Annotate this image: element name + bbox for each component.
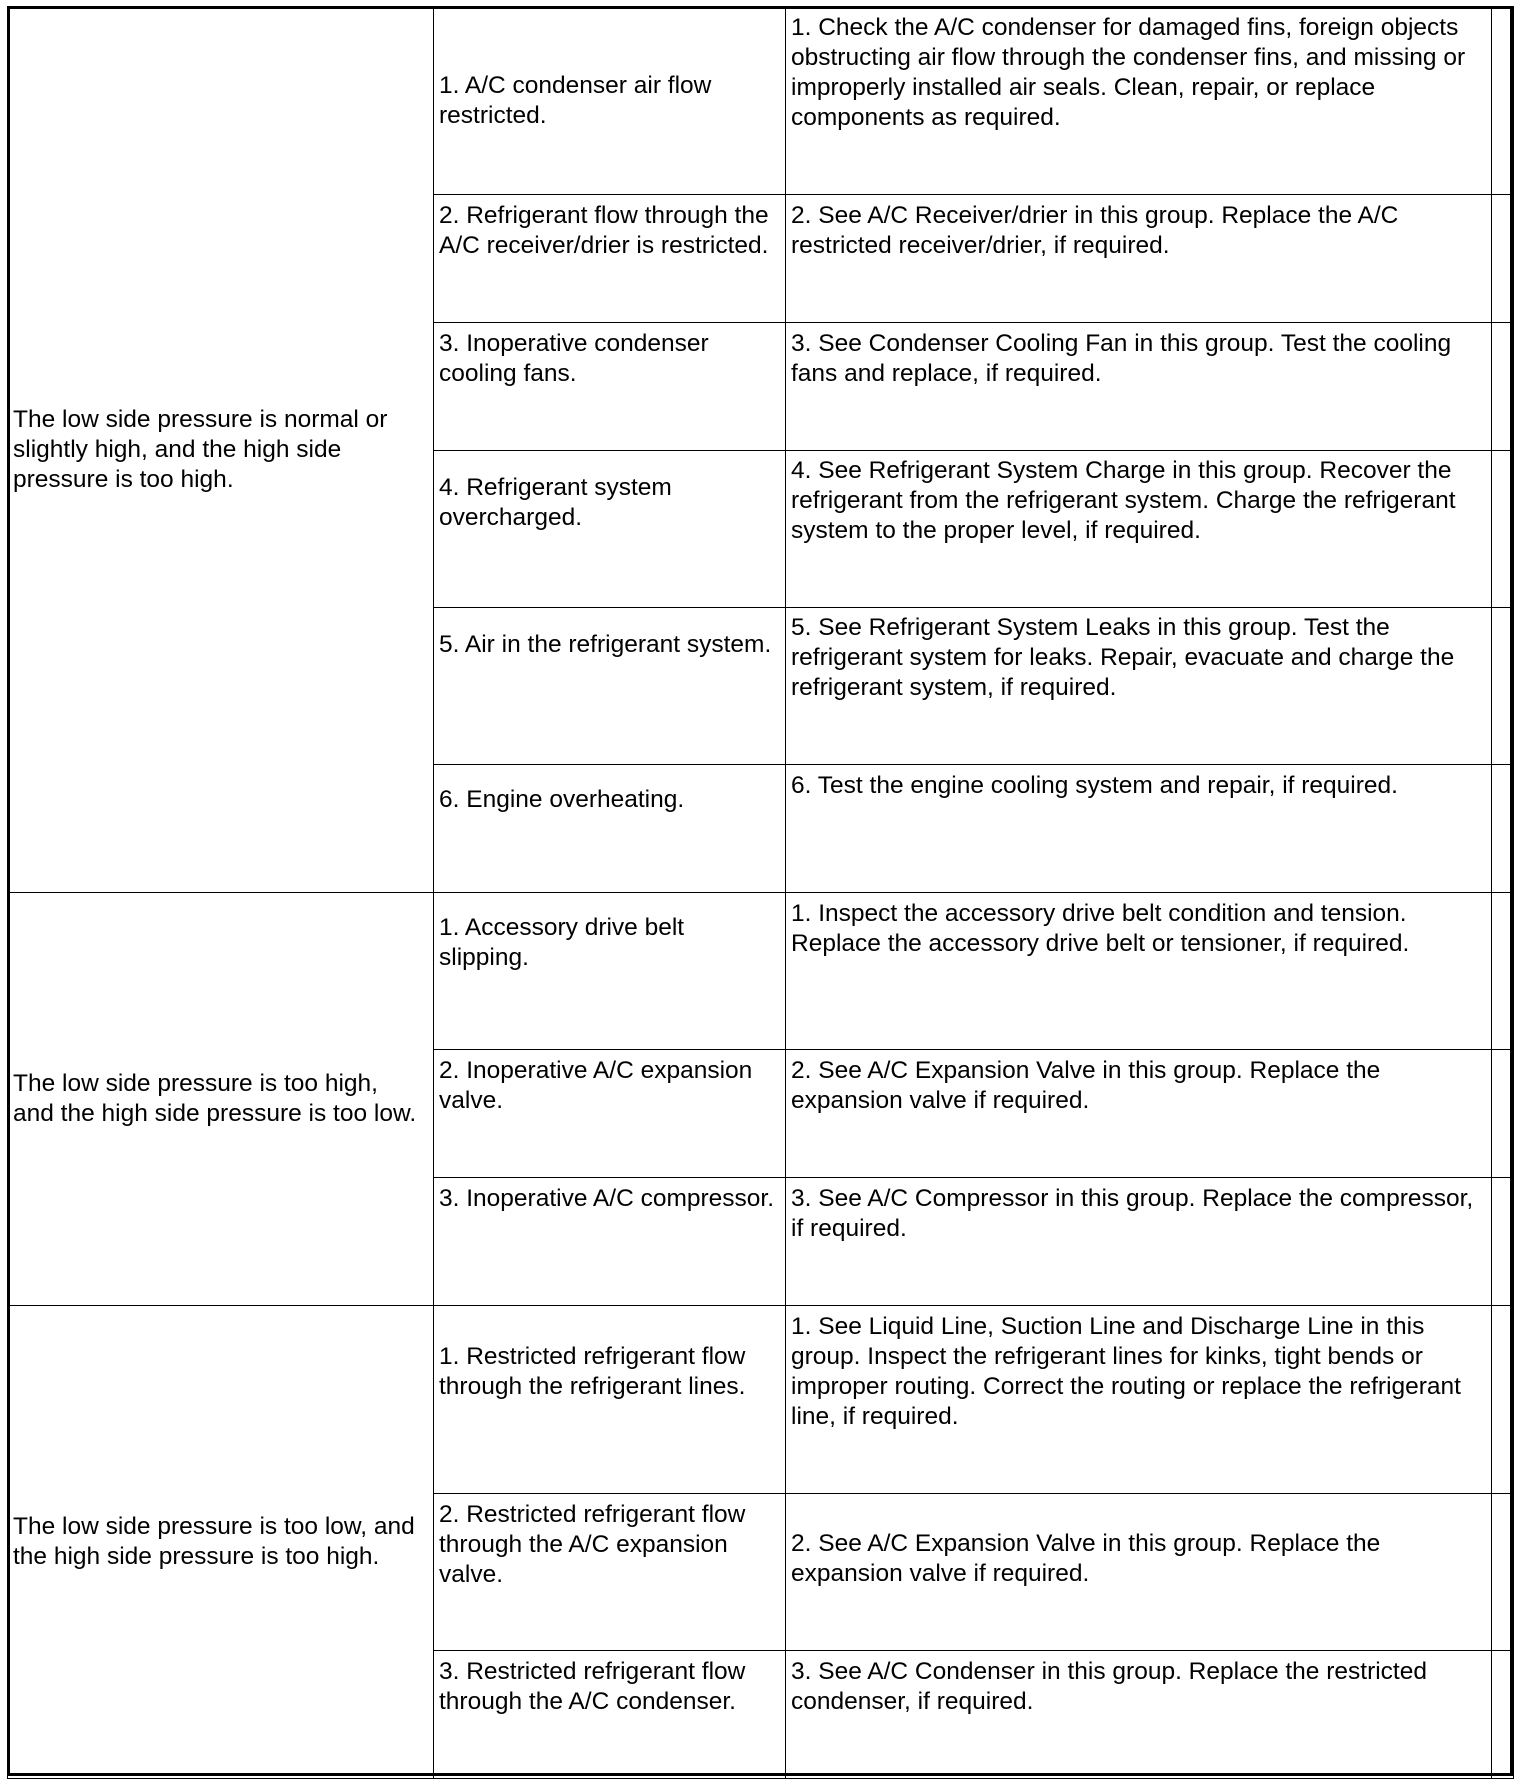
cause-cell bbox=[434, 1651, 786, 1779]
cause-text: 5. Air in the refrigerant system. bbox=[439, 631, 772, 658]
margin-cell bbox=[1492, 608, 1514, 765]
correction-text: 3. See A/C Compressor in this group. Replace the compressor, if required. bbox=[791, 1185, 1474, 1242]
cause-text: 2. Refrigerant flow through the A/C receiver/drier is restricted. bbox=[439, 202, 769, 259]
cause-text: 3. Inoperative condenser cooling fans. bbox=[439, 330, 709, 387]
margin-cell bbox=[1492, 1050, 1514, 1178]
correction-text: 1. Check the A/C condenser for damaged fins, foreign objects obstructing air flow through the condenser fins, and missing or improperly installed air seals. Clean, repair, or replace components as required. bbox=[791, 14, 1466, 131]
cause-cell bbox=[434, 608, 786, 765]
cause-cell bbox=[434, 7, 786, 195]
correction-cell bbox=[786, 1178, 1492, 1306]
correction-text: 2. See A/C Expansion Valve in this group. Replace the expansion valve if required. bbox=[791, 1530, 1381, 1587]
cause-text: 4. Refrigerant system overcharged. bbox=[439, 474, 672, 531]
condition-text: The low side pressure is normal or slightly high, and the high side pressure is too high. bbox=[13, 405, 388, 493]
condition-cell bbox=[8, 1306, 434, 1779]
cause-text: 1. Restricted refrigerant flow through the refrigerant lines. bbox=[439, 1343, 746, 1400]
correction-text: 3. See A/C Condenser in this group. Replace the restricted condenser, if required. bbox=[791, 1658, 1427, 1715]
margin-cell bbox=[1492, 451, 1514, 608]
margin-cell bbox=[1492, 7, 1514, 195]
correction-cell bbox=[786, 323, 1492, 451]
margin-cell bbox=[1492, 1494, 1514, 1651]
cause-text: 1. Accessory drive belt slipping. bbox=[439, 914, 685, 971]
cause-text: 2. Inoperative A/C expansion valve. bbox=[439, 1057, 753, 1114]
margin-cell bbox=[1492, 765, 1514, 893]
correction-text: 6. Test the engine cooling system and repair, if required. bbox=[791, 772, 1398, 799]
cause-cell bbox=[434, 765, 786, 893]
correction-cell bbox=[786, 1306, 1492, 1494]
correction-cell bbox=[786, 1050, 1492, 1178]
cause-cell bbox=[434, 1050, 786, 1178]
cause-cell bbox=[434, 1494, 786, 1651]
correction-cell bbox=[786, 765, 1492, 893]
correction-text: 2. See A/C Expansion Valve in this group. Replace the expansion valve if required. bbox=[791, 1057, 1381, 1114]
correction-cell bbox=[786, 893, 1492, 1050]
condition-text: The low side pressure is too high, and the high side pressure is too low. bbox=[13, 1070, 417, 1127]
margin-cell bbox=[1492, 323, 1514, 451]
correction-text: 1. Inspect the accessory drive belt condition and tension. Replace the accessory drive belt or tensioner, if required. bbox=[791, 900, 1410, 957]
correction-cell bbox=[786, 1651, 1492, 1779]
table-row bbox=[8, 893, 1514, 1050]
correction-text: 2. See A/C Receiver/drier in this group. Replace the A/C restricted receiver/drier, if required. bbox=[791, 202, 1399, 259]
correction-cell bbox=[786, 608, 1492, 765]
cause-cell bbox=[434, 1178, 786, 1306]
correction-text: 1. See Liquid Line, Suction Line and Discharge Line in this group. Inspect the refrigerant lines for kinks, tight bends or improper routing. Correct the routing or replace the refrigerant line, if required. bbox=[791, 1313, 1461, 1430]
cause-cell bbox=[434, 323, 786, 451]
cause-cell bbox=[434, 1306, 786, 1494]
cause-cell bbox=[434, 195, 786, 323]
cause-text: 6. Engine overheating. bbox=[439, 786, 685, 813]
margin-cell bbox=[1492, 195, 1514, 323]
cause-text: 1. A/C condenser air flow restricted. bbox=[439, 71, 712, 129]
correction-text: 4. See Refrigerant System Charge in this group. Recover the refrigerant from the refrigerant system. Charge the refrigerant system to the proper level, if required. bbox=[791, 457, 1456, 544]
margin-cell bbox=[1492, 893, 1514, 1050]
condition-cell bbox=[8, 7, 434, 893]
correction-cell bbox=[786, 451, 1492, 608]
correction-cell bbox=[786, 195, 1492, 323]
correction-text: 3. See Condenser Cooling Fan in this group. Test the cooling fans and replace, if required. bbox=[791, 330, 1452, 387]
cause-cell bbox=[434, 451, 786, 608]
margin-cell bbox=[1492, 1306, 1514, 1494]
table-row bbox=[8, 1306, 1514, 1494]
diagnosis-table bbox=[7, 6, 1514, 1779]
margin-cell bbox=[1492, 1651, 1514, 1779]
cause-text: 3. Inoperative A/C compressor. bbox=[439, 1185, 774, 1212]
correction-cell bbox=[786, 7, 1492, 195]
margin-cell bbox=[1492, 1178, 1514, 1306]
cause-cell bbox=[434, 893, 786, 1050]
correction-cell bbox=[786, 1494, 1492, 1651]
condition-cell bbox=[8, 893, 434, 1306]
correction-text: 5. See Refrigerant System Leaks in this group. Test the refrigerant system for leaks. Repair, evacuate and charge the refrigerant system, if required. bbox=[791, 614, 1455, 701]
condition-text: The low side pressure is too low, and the high side pressure is too high. bbox=[13, 1513, 415, 1570]
cause-text: 2. Restricted refrigerant flow through the A/C expansion valve. bbox=[439, 1501, 746, 1588]
cause-text: 3. Restricted refrigerant flow through the A/C condenser. bbox=[439, 1658, 746, 1715]
table-row bbox=[8, 7, 1514, 195]
